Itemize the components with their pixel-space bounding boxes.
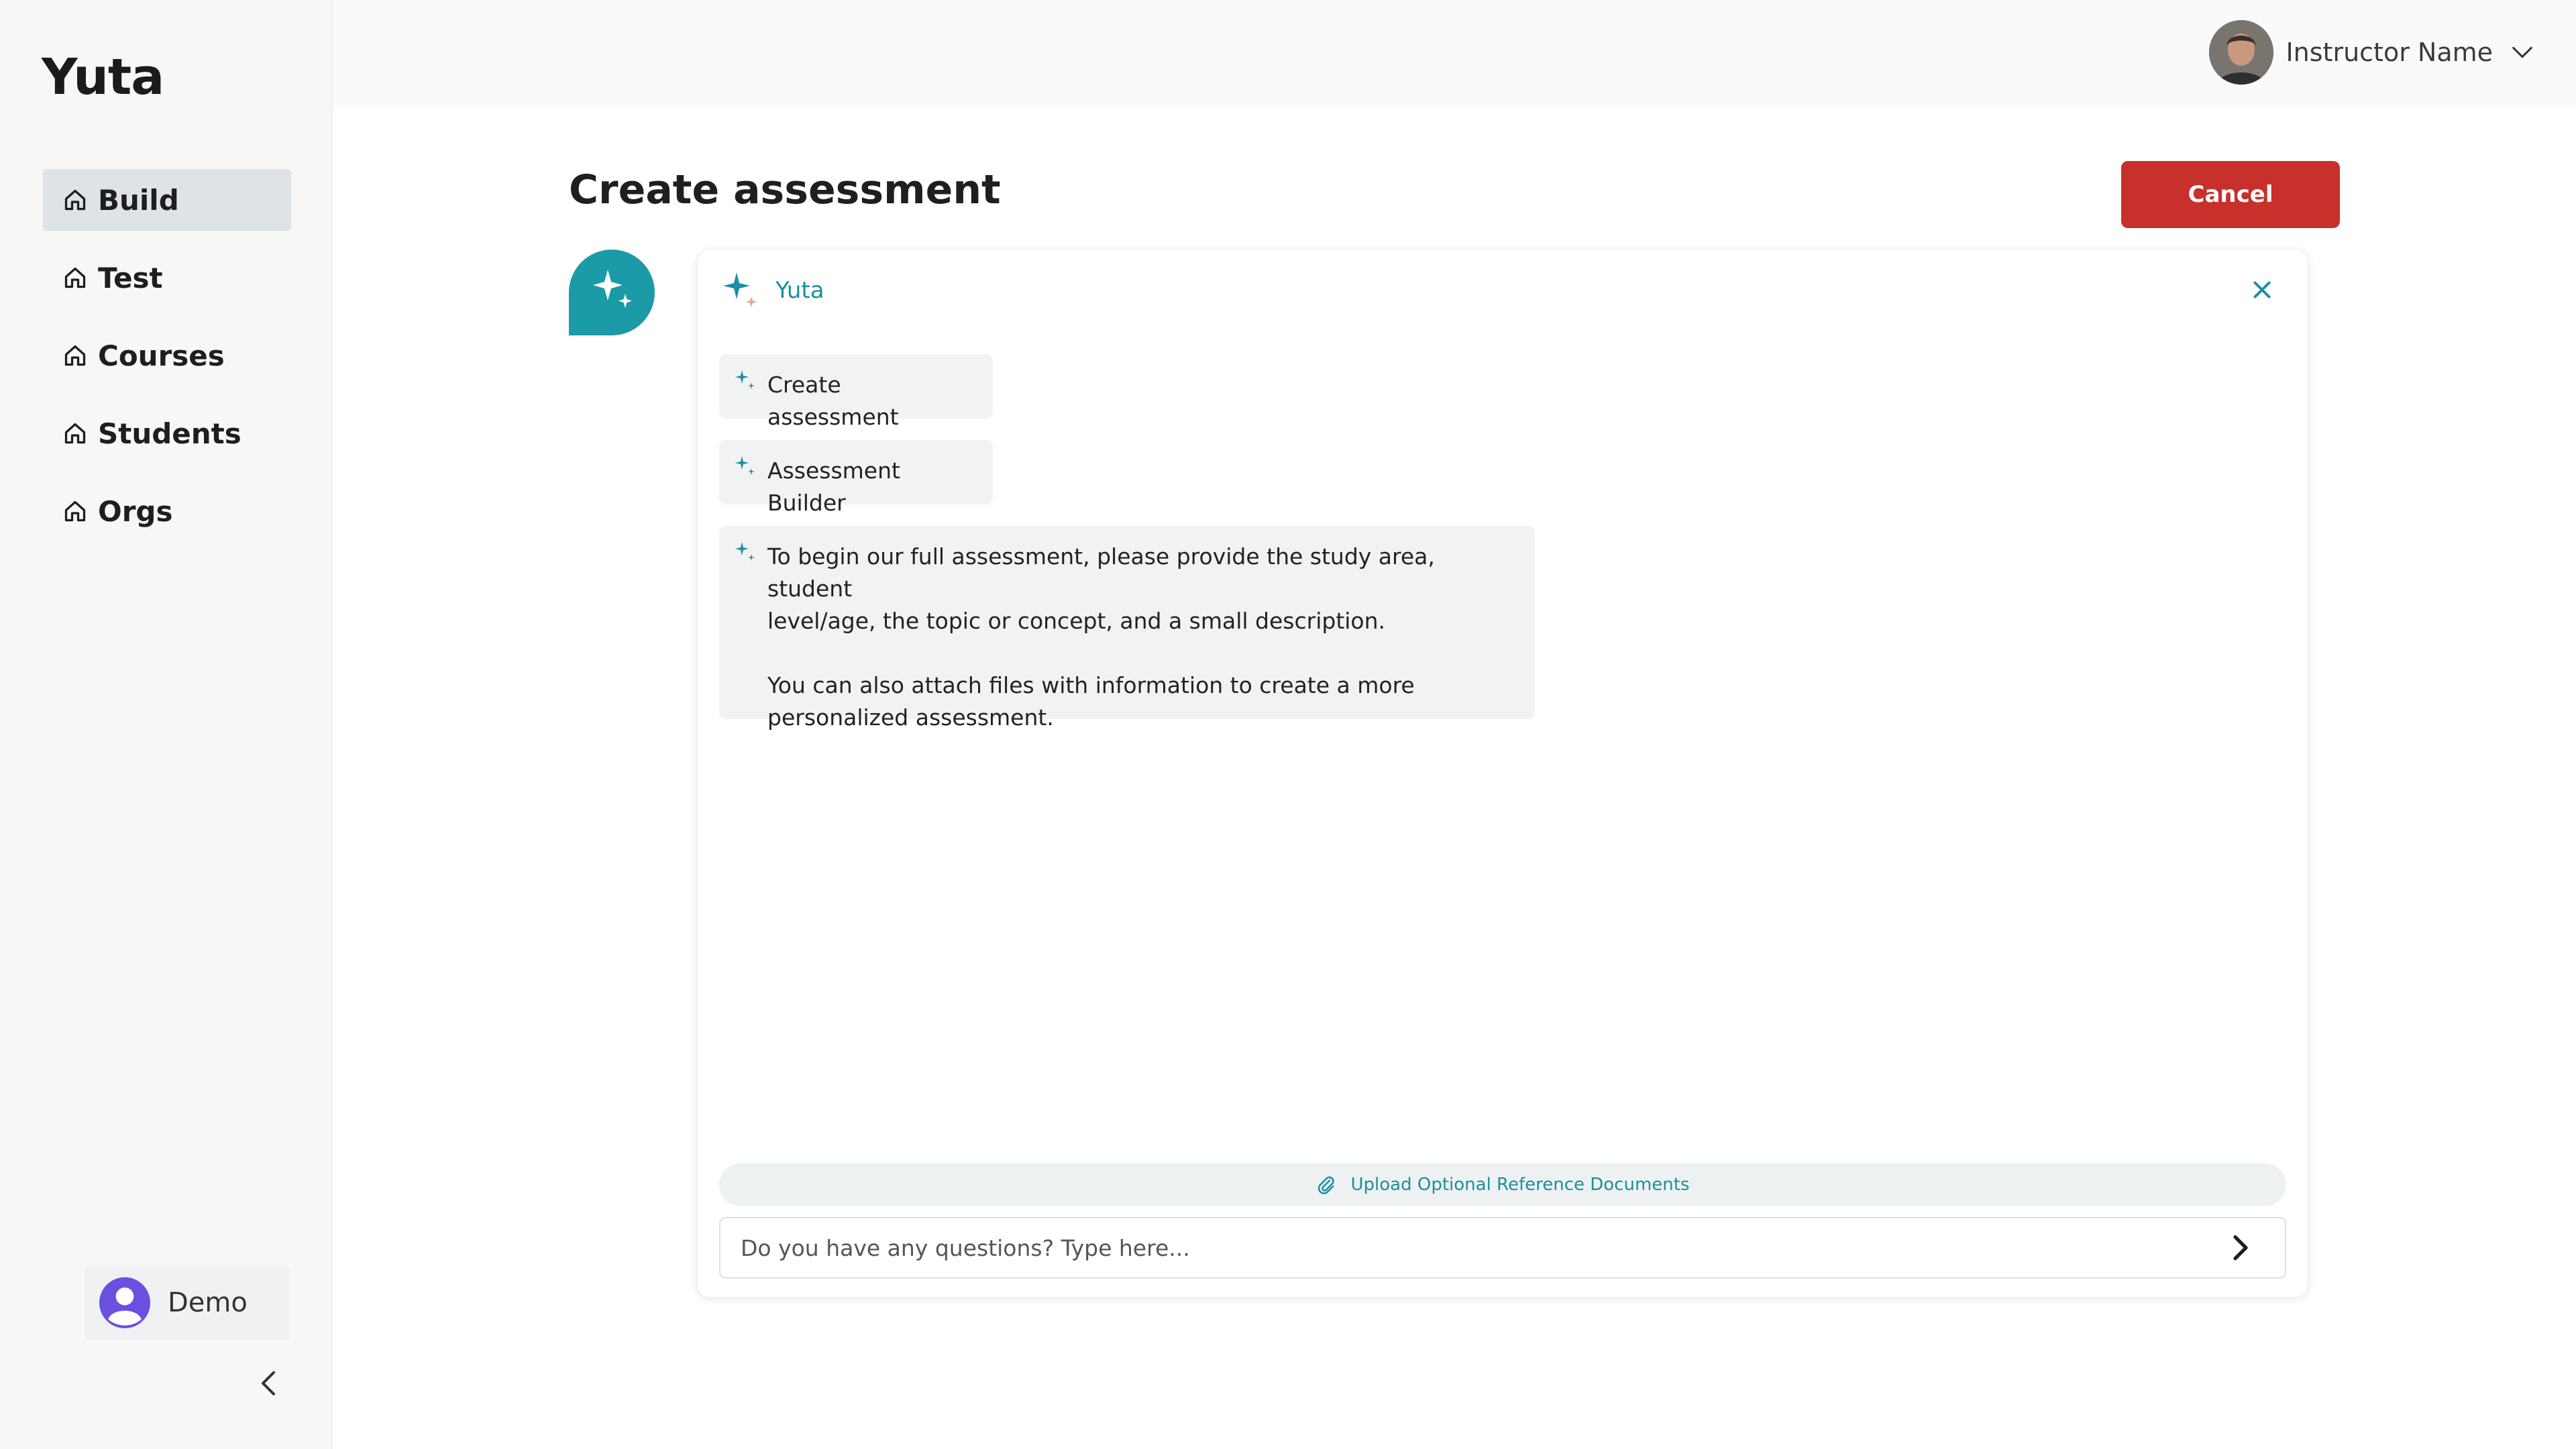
assistant-badge-icon [569, 250, 655, 335]
home-icon [63, 343, 87, 368]
user-photo-icon [2209, 20, 2273, 85]
app-logo: Yuta [42, 48, 164, 106]
assistant-name: Yuta [775, 277, 824, 304]
sidebar-item-test[interactable] [43, 247, 291, 309]
chat-message-text: To begin our full assessment, please provide the study area, student level/age, the topic or concept, and a small description. You can also attach files with information to create a more personalized assessment. [767, 543, 1435, 731]
sidebar-item-courses[interactable] [43, 325, 291, 386]
sidebar-item-label: Test [98, 261, 163, 294]
chat-message [719, 440, 993, 516]
upload-documents-button[interactable] [719, 1163, 2286, 1206]
chat-input-container [719, 1217, 2286, 1279]
user-avatar [2209, 20, 2273, 85]
sparkle-icon [734, 455, 758, 479]
cancel-button[interactable]: Cancel [2121, 161, 2340, 228]
home-icon [63, 499, 87, 523]
top-bar [333, 0, 2576, 107]
sidebar-item-build[interactable] [43, 169, 291, 231]
chat-message [719, 354, 993, 430]
sidebar-nav [43, 169, 291, 558]
home-icon [63, 421, 87, 445]
sparkle-icon [734, 369, 758, 393]
home-icon [63, 266, 87, 290]
paperclip-icon [1316, 1175, 1336, 1195]
user-name: Instructor Name [2286, 38, 2493, 67]
home-icon [63, 188, 87, 212]
sidebar-item-label: Orgs [98, 494, 173, 528]
sidebar-item-orgs[interactable] [43, 480, 291, 542]
account-label: Demo [168, 1287, 248, 1318]
sparkle-icon [734, 541, 758, 565]
chevron-left-icon[interactable] [254, 1367, 286, 1399]
chat-message [719, 526, 1535, 731]
chevron-right-icon[interactable] [2223, 1232, 2255, 1264]
page-title: Create assessment [569, 166, 1001, 213]
chat-message-text: Assessment Builder [767, 458, 908, 516]
sidebar-item-students[interactable] [43, 402, 291, 464]
chat-input[interactable] [720, 1220, 2223, 1275]
sidebar-item-label: Courses [98, 339, 225, 372]
user-avatar-icon [99, 1277, 150, 1328]
sidebar-item-label: Build [98, 183, 179, 217]
account-switcher[interactable] [85, 1265, 290, 1340]
assistant-chat-panel [698, 250, 2308, 1297]
chat-message-text: Create assessment [767, 372, 899, 430]
sidebar [0, 0, 333, 1449]
upload-documents-label: Upload Optional Reference Documents [1350, 1175, 1690, 1195]
sparkle-icon [720, 270, 762, 311]
user-menu[interactable] [2209, 20, 2536, 85]
close-icon[interactable] [2250, 278, 2274, 302]
sidebar-item-label: Students [98, 417, 241, 450]
chat-header [720, 270, 824, 311]
chevron-down-icon [2509, 39, 2536, 66]
